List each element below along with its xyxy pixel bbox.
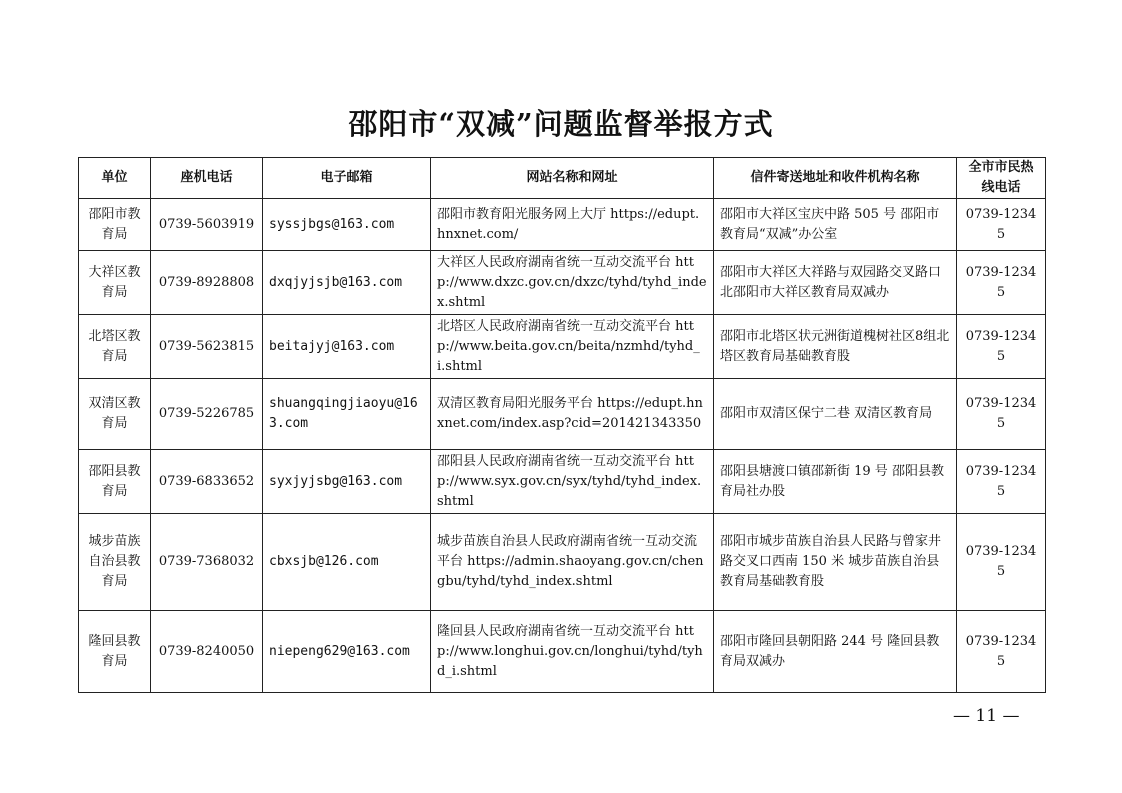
page-number: — 11 — (953, 706, 1020, 726)
website-cell: 大祥区人民政府湖南省统一互动交流平台 http://www.dxzc.gov.cn/dxzc/tyhd/tyhd_index.shtml (431, 251, 714, 315)
column-header-email: 电子邮箱 (263, 158, 431, 199)
mail-address-cell: 邵阳市北塔区状元洲街道槐树社区8组北塔区教育局基础教育股 (714, 315, 957, 379)
website-cell: 隆回县人民政府湖南省统一互动交流平台 http://www.longhui.gov.cn/longhui/tyhd/tyhd_i.shtml (431, 611, 714, 693)
column-header-phone: 座机电话 (151, 158, 263, 199)
report-channels-table (78, 157, 1046, 693)
phone-cell: 0739-6833652 (151, 450, 263, 514)
mail-address-cell: 邵阳市大祥区大祥路与双园路交叉路口北邵阳市大祥区教育局双减办 (714, 251, 957, 315)
unit-cell: 城步苗族自治县教育局 (79, 514, 151, 611)
unit-cell: 双清区教育局 (79, 379, 151, 450)
hotline-cell: 0739-12345 (957, 199, 1046, 251)
unit-cell: 邵阳市教育局 (79, 199, 151, 251)
document-title: 邵阳市“双减”问题监督举报方式 (348, 107, 774, 141)
phone-cell: 0739-5226785 (151, 379, 263, 450)
website-cell: 北塔区人民政府湖南省统一互动交流平台 http://www.beita.gov.cn/beita/nzmhd/tyhd_i.shtml (431, 315, 714, 379)
table-row (79, 514, 1046, 611)
website-cell: 邵阳县人民政府湖南省统一互动交流平台 http://www.syx.gov.cn/syx/tyhd/tyhd_index.shtml (431, 450, 714, 514)
table-row (79, 199, 1046, 251)
table-header-row (79, 158, 1046, 199)
phone-cell: 0739-8240050 (151, 611, 263, 693)
email-cell: syssjbgs@163.com (263, 199, 431, 251)
hotline-cell: 0739-12345 (957, 379, 1046, 450)
table-row (79, 251, 1046, 315)
mail-address-cell: 邵阳市城步苗族自治县人民路与曾家井路交叉口西南 150 米 城步苗族自治县教育局基础教育股 (714, 514, 957, 611)
hotline-cell: 0739-12345 (957, 450, 1046, 514)
column-header-website: 网站名称和网址 (431, 158, 714, 199)
phone-cell: 0739-8928808 (151, 251, 263, 315)
email-cell: syxjyjsbg@163.com (263, 450, 431, 514)
column-header-unit: 单位 (79, 158, 151, 199)
phone-cell: 0739-7368032 (151, 514, 263, 611)
column-header-hotline: 全市市民热线电话 (957, 158, 1046, 199)
hotline-cell: 0739-12345 (957, 514, 1046, 611)
email-cell: cbxsjb@126.com (263, 514, 431, 611)
unit-cell: 大祥区教育局 (79, 251, 151, 315)
mail-address-cell: 邵阳县塘渡口镇邵新街 19 号 邵阳县教育局社办股 (714, 450, 957, 514)
mail-address-cell: 邵阳市隆回县朝阳路 244 号 隆回县教育局双减办 (714, 611, 957, 693)
email-cell: shuangqingjiaoyu@163.com (263, 379, 431, 450)
table-row (79, 315, 1046, 379)
table-row (79, 611, 1046, 693)
email-cell: niepeng629@163.com (263, 611, 431, 693)
mail-address-cell: 邵阳市大祥区宝庆中路 505 号 邵阳市教育局“双减”办公室 (714, 199, 957, 251)
unit-cell: 邵阳县教育局 (79, 450, 151, 514)
unit-cell: 北塔区教育局 (79, 315, 151, 379)
hotline-cell: 0739-12345 (957, 251, 1046, 315)
table-row (79, 450, 1046, 514)
table-row (79, 379, 1046, 450)
website-cell: 城步苗族自治县人民政府湖南省统一互动交流平台 https://admin.shaoyang.gov.cn/chengbu/tyhd/tyhd_index.shtml (431, 514, 714, 611)
website-cell: 邵阳市教育阳光服务网上大厅 https://edupt.hnxnet.com/ (431, 199, 714, 251)
email-cell: dxqjyjsjb@163.com (263, 251, 431, 315)
email-cell: beitajyj@163.com (263, 315, 431, 379)
mail-address-cell: 邵阳市双清区保宁二巷 双清区教育局 (714, 379, 957, 450)
unit-cell: 隆回县教育局 (79, 611, 151, 693)
hotline-cell: 0739-12345 (957, 315, 1046, 379)
phone-cell: 0739-5603919 (151, 199, 263, 251)
website-cell: 双清区教育局阳光服务平台 https://edupt.hnxnet.com/index.asp?cid=201421343350 (431, 379, 714, 450)
column-header-mail-address: 信件寄送地址和收件机构名称 (714, 158, 957, 199)
hotline-cell: 0739-12345 (957, 611, 1046, 693)
phone-cell: 0739-5623815 (151, 315, 263, 379)
